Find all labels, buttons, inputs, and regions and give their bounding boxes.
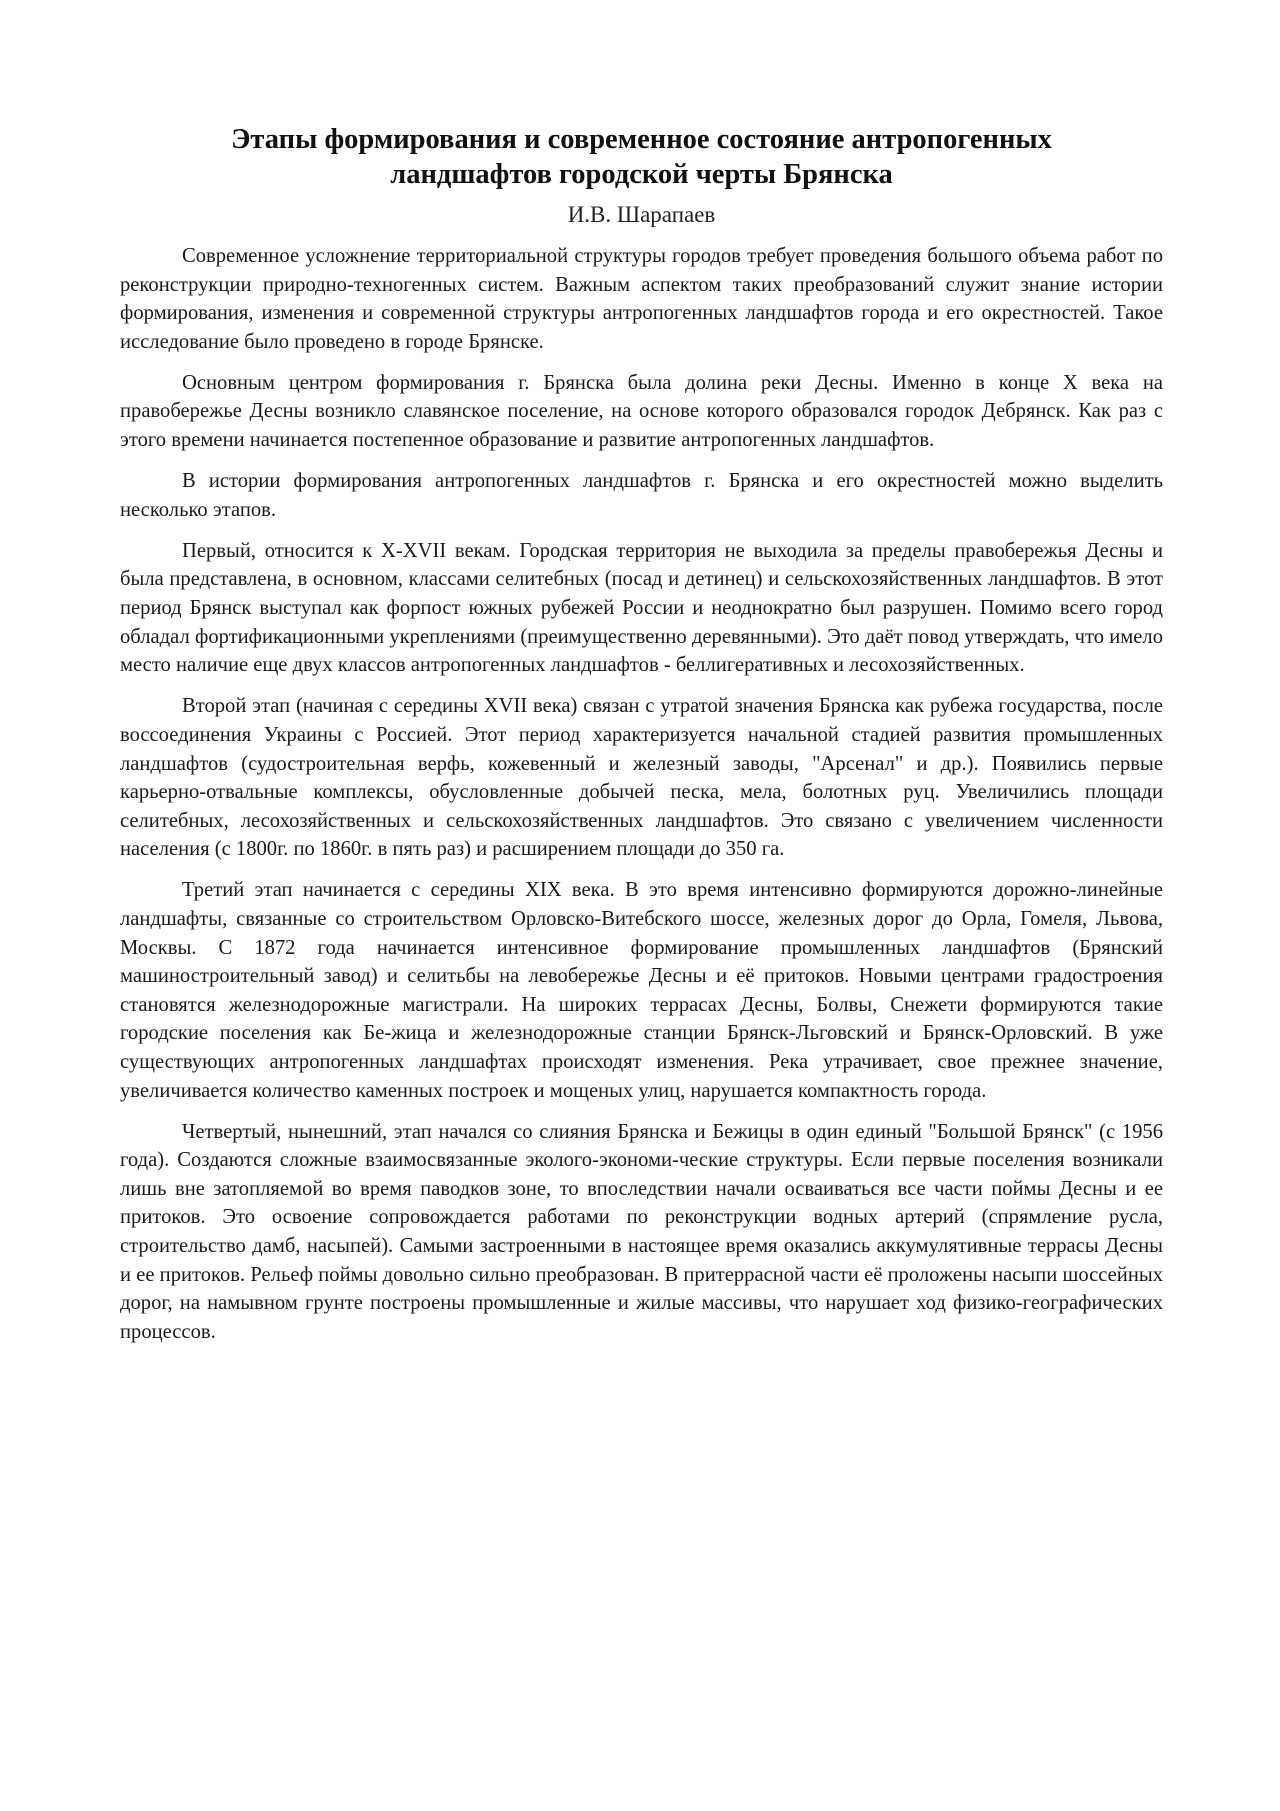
- paragraph-5: Второй этап (начиная с середины XVII века) связан с утратой значения Брянска как рубежа государства, после воссоединения Украины с Россией. Этот период характеризуется начальной стадией развития промышленных ландшафтов (судостроительная верфь, кожевенный и железный заводы, "Арсенал" и др.). Появились первые карьерно-отвальные комплексы, обусловленные добычей песка, мела, болотных руц. Увеличились площади селитебных, лесохозяйственных и сельскохозяйственных ландшафтов. Это связано с увеличением численности населения (с 1800г. по 1860г. в пять раз) и расширением площади до 350 га.: [120, 695, 1163, 861]
- paragraph-2: Основным центром формирования г. Брянска была долина реки Десны. Именно в конце X века на правобережье Десны возникло славянское поселение, на основе которого образовался городок Дебрянск. Как раз с этого времени начинается постепенное образование и развитие антропогенных ландшафтов.: [120, 371, 1163, 452]
- article-title-line-1: Этапы формирования и современное состояние антропогенных: [231, 124, 1052, 155]
- paragraph-1: Современное усложнение территориальной структуры городов требует проведения большого объема работ по реконструкции природно-техногенных систем. Важным аспектом таких преобразований служит знание истории формирования, изменения и современной структуры антропогенных ландшафтов города и его окрестностей. Такое исследование было проведено в городе Брянске.: [120, 245, 1163, 353]
- article-body: [120, 122, 1163, 1359]
- paragraph-4: Первый, относится к X-XVII векам. Городская территория не выходила за пределы правобережья Десны и была представлена, в основном, классами селитебных (посад и детинец) и сельскохозяйственных ландшафтов. В этот период Брянск выступал как форпост южных рубежей России и неоднократно был разрушен. Помимо всего город обладал фортификационными укреплениями (преимущественно деревянными). Это даёт повод утверждать, что имело место наличие еще двух классов антропогенных ландшафтов - беллигеративных и лесохозяйственных.: [120, 539, 1163, 677]
- article-title: [120, 122, 1163, 192]
- paragraph-3: В истории формирования антропогенных ландшафтов г. Брянска и его окрестностей можно выделить несколько этапов.: [120, 470, 1163, 521]
- article-title-line-2: ландшафтов городской черты Брянска: [390, 159, 893, 190]
- article-author: И.В. Шарапаев: [567, 202, 716, 227]
- paragraph-7: Четвертый, нынешний, этап начался со слияния Брянска и Бежицы в один единый "Большой Брянск" (с 1956 года). Создаются сложные взаимосвязанные эколого-экономи-ческие структуры. Если первые поселения возникали лишь вне затопляемой во время паводков зоне, то впоследствии начали осваиваться все части поймы Десны и ее притоков. Это освоение сопровождается работами по реконструкции водных артерий (спрямление русла, строительство дамб, насыпей). Самыми застроенными в настоящее время оказались аккумулятивные террасы Десны и ее притоков. Рельеф поймы довольно сильно преобразован. В притеррасной части её проложены насыпи шоссейных дорог, на намывном грунте построены промышленные и жилые массивы, что нарушает ход физико-географических процессов.: [120, 1120, 1163, 1343]
- paragraph-6: Третий этап начинается с середины XIX века. В это время интенсивно формируются дорожно-линейные ландшафты, связанные со строительством Орловско-Витебского шоссе, железных дорог до Орла, Гомеля, Львова, Москвы. С 1872 года начинается интенсивное формирование промышленных ландшафтов (Брянский машиностроительный завод) и селитьбы на левобережье Десны и её притоков. Новыми центрами градостроения становятся железнодорожные магистрали. На широких террасах Десны, Болвы, Снежети формируются такие городские поселения как Бе-жица и железнодорожные станции Брянск-Льговский и Брянск-Орловский. В уже существующих антропогенных ландшафтах происходят изменения. Река утрачивает, свое прежнее значение, увеличивается количество каменных построек и мощеных улиц, нарушается компактность города.: [120, 879, 1163, 1102]
